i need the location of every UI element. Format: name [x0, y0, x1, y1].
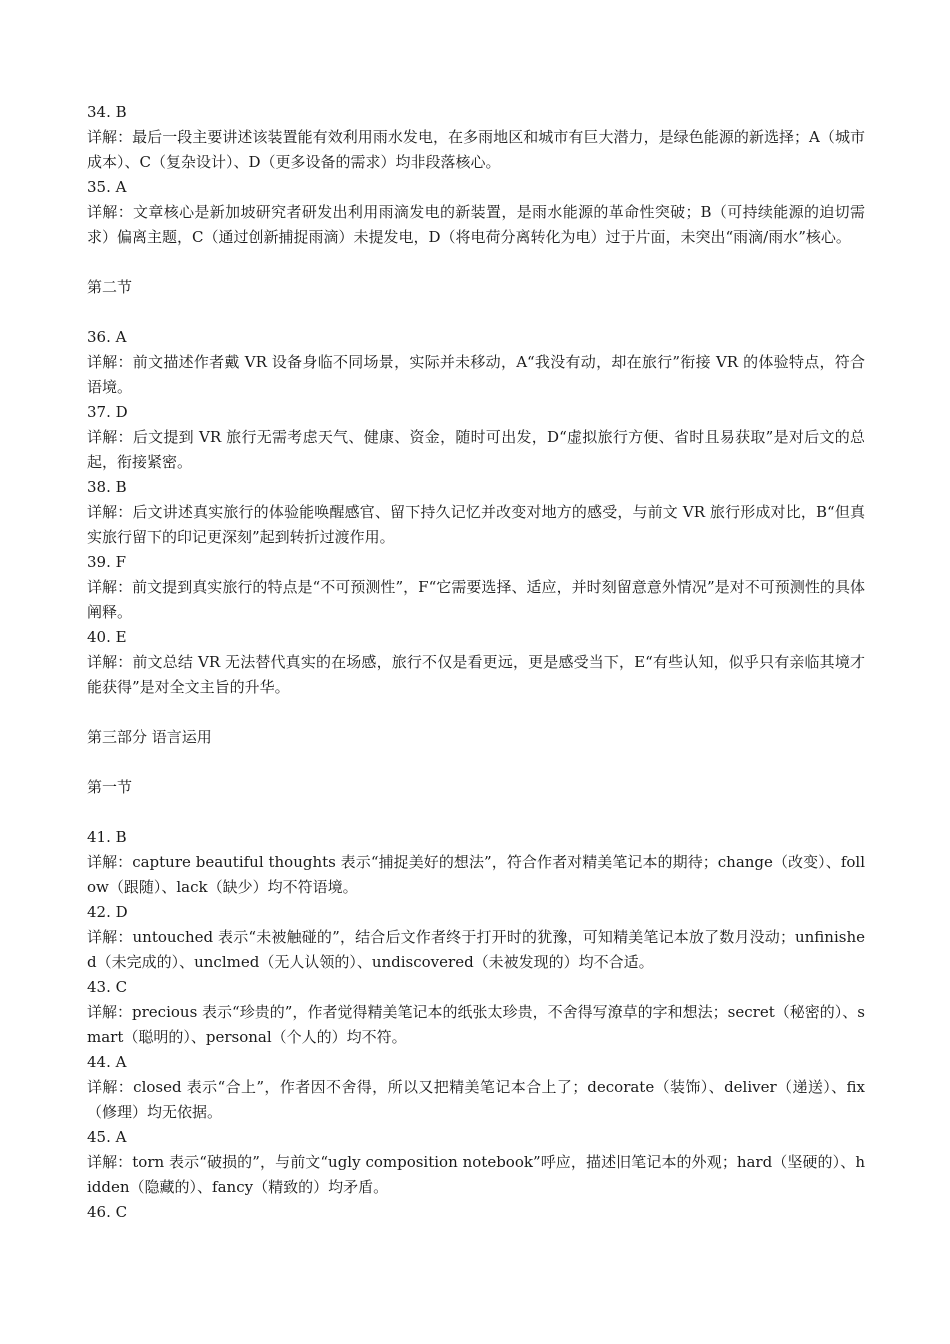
- answer-detail-41: 详解：capture beautiful thoughts 表示“捕捉美好的想法”，符合作者对精美笔记本的期待；change（改变）、follow（跟随）、lack（缺少）均不符语境。: [87, 853, 865, 896]
- answer-detail-37: 详解：后文提到 VR 旅行无需考虑天气、健康、资金，随时可出发，D“虚拟旅行方便、省时且易获取”是对后文的总起，衔接紧密。: [87, 428, 865, 471]
- answer-number-36: 36. A: [87, 328, 127, 346]
- spacer: [87, 800, 865, 825]
- answer-detail-39: 详解：前文提到真实旅行的特点是“不可预测性”，F“它需要选择、适应，并时刻留意意外情况”是对不可预测性的具体阐释。: [87, 578, 865, 621]
- document-page: [87, 100, 865, 1225]
- spacer: [87, 250, 865, 275]
- answer-detail-34: 详解：最后一段主要讲述该装置能有效利用雨水发电，在多雨地区和城市有巨大潜力，是绿色能源的新选择；A（城市成本）、C（复杂设计）、D（更多设备的需求）均非段落核心。: [87, 128, 865, 171]
- answer-detail-44: 详解：closed 表示“合上”，作者因不舍得，所以又把精美笔记本合上了；decorate（装饰）、deliver（递送）、fix（修理）均无依据。: [87, 1078, 865, 1121]
- answer-detail-45: 详解：torn 表示“破损的”，与前文“ugly composition notebook”呼应，描述旧笔记本的外观；hard（坚硬的）、hidden（隐藏的）、fancy（精致的）均矛盾。: [87, 1153, 865, 1196]
- answer-detail-42: 详解：untouched 表示“未被触碰的”，结合后文作者终于打开时的犹豫，可知精美笔记本放了数月没动；unfinished（未完成的）、unclmed（无人认领的）、undiscovered（未被发现的）均不合适。: [87, 928, 865, 971]
- answer-number-34: 34. B: [87, 103, 127, 121]
- answer-number-35: 35. A: [87, 178, 127, 196]
- answer-detail-36: 详解：前文描述作者戴 VR 设备身临不同场景，实际并未移动，A“我没有动，却在旅行”衔接 VR 的体验特点，符合语境。: [87, 353, 865, 396]
- section-heading-2: 第二节: [87, 278, 133, 296]
- answer-detail-43: 详解：precious 表示“珍贵的”，作者觉得精美笔记本的纸张太珍贵，不舍得写潦草的字和想法；secret（秘密的）、smart（聪明的）、personal（个人的）均不符。: [87, 1003, 865, 1046]
- answer-number-42: 42. D: [87, 903, 128, 921]
- spacer: [87, 300, 865, 325]
- answer-number-38: 38. B: [87, 478, 127, 496]
- answer-number-45: 45. A: [87, 1128, 127, 1146]
- answer-detail-35: 详解：文章核心是新加坡研究者研发出利用雨滴发电的新装置，是雨水能源的革命性突破；B（可持续能源的迫切需求）偏离主题，C（通过创新捕捉雨滴）未提发电，D（将电荷分离转化为电）过于片面，未突出“雨滴/雨水”核心。: [87, 203, 865, 246]
- spacer: [87, 700, 865, 725]
- part-heading-3: 第三部分 语言运用: [87, 728, 212, 746]
- answer-number-43: 43. C: [87, 978, 128, 996]
- answer-detail-40: 详解：前文总结 VR 无法替代真实的在场感，旅行不仅是看更远，更是感受当下，E“有些认知，似乎只有亲临其境才能获得”是对全文主旨的升华。: [87, 653, 865, 696]
- answer-number-44: 44. A: [87, 1053, 127, 1071]
- answer-number-41: 41. B: [87, 828, 127, 846]
- answer-number-39: 39. F: [87, 553, 127, 571]
- spacer: [87, 750, 865, 775]
- answer-number-46: 46. C: [87, 1203, 128, 1221]
- answer-detail-38: 详解：后文讲述真实旅行的体验能唤醒感官、留下持久记忆并改变对地方的感受，与前文 VR 旅行形成对比，B“但真实旅行留下的印记更深刻”起到转折过渡作用。: [87, 503, 865, 546]
- answer-number-40: 40. E: [87, 628, 127, 646]
- section-heading-1: 第一节: [87, 778, 133, 796]
- answer-number-37: 37. D: [87, 403, 128, 421]
